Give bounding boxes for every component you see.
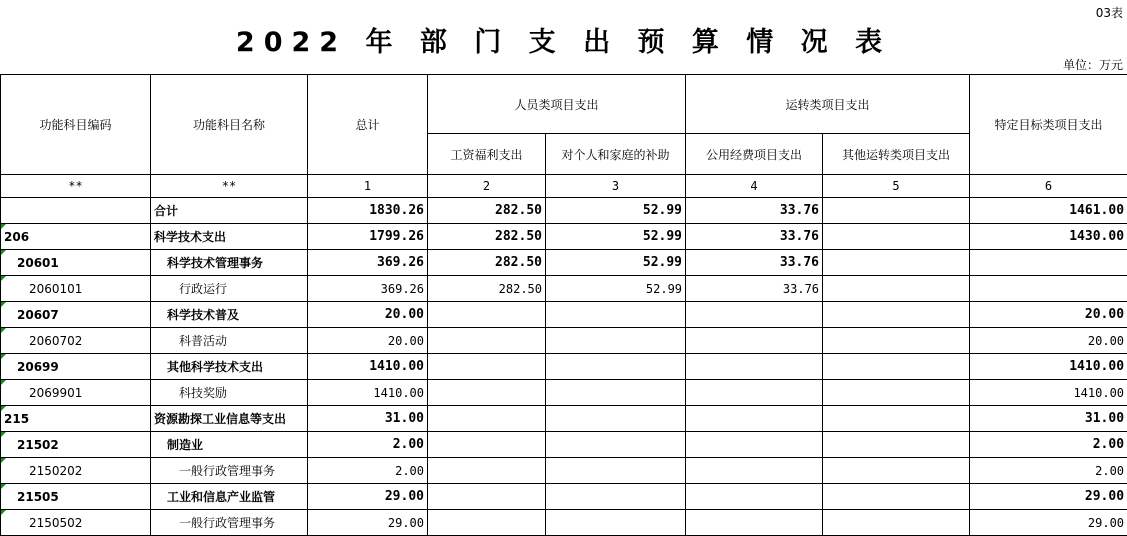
header-operating: 运转类项目支出	[686, 75, 970, 134]
salary-cell	[428, 302, 546, 328]
salary-cell	[428, 458, 546, 484]
salary-cell	[428, 406, 546, 432]
form-number: 03表	[1096, 4, 1123, 21]
other-cell	[823, 380, 970, 406]
specific-cell: 1410.00	[970, 380, 1127, 406]
name-cell: 一般行政管理事务	[151, 510, 308, 536]
salary-cell	[428, 432, 546, 458]
index-cell: 3	[546, 175, 686, 198]
table-row	[1, 354, 1127, 380]
subsidy-cell	[546, 432, 686, 458]
other-cell	[823, 198, 970, 224]
salary-cell	[428, 354, 546, 380]
other-cell	[823, 458, 970, 484]
code-cell: 20601	[1, 250, 151, 276]
header-other-operating: 其他运转类项目支出	[823, 134, 970, 175]
public-cell: 33.76	[686, 250, 823, 276]
specific-cell: 1461.00	[970, 198, 1127, 224]
other-cell	[823, 432, 970, 458]
code-cell: 2150502	[1, 510, 151, 536]
total-cell: 1410.00	[308, 380, 428, 406]
header-specific: 特定目标类项目支出	[970, 75, 1127, 175]
specific-cell: 20.00	[970, 328, 1127, 354]
other-cell	[823, 302, 970, 328]
total-cell: 20.00	[308, 328, 428, 354]
total-cell: 1410.00	[308, 354, 428, 380]
public-cell	[686, 328, 823, 354]
code-cell: 2069901	[1, 380, 151, 406]
salary-cell: 282.50	[428, 224, 546, 250]
table-row-total	[1, 198, 1127, 224]
header-name: 功能科目名称	[151, 75, 308, 175]
table-row	[1, 302, 1127, 328]
header-personnel: 人员类项目支出	[428, 75, 686, 134]
index-cell: **	[151, 175, 308, 198]
specific-cell: 29.00	[970, 510, 1127, 536]
salary-cell	[428, 328, 546, 354]
total-cell: 1799.26	[308, 224, 428, 250]
name-cell: 科普活动	[151, 328, 308, 354]
name-cell: 科技奖励	[151, 380, 308, 406]
subsidy-cell	[546, 354, 686, 380]
other-cell	[823, 354, 970, 380]
public-cell: 33.76	[686, 276, 823, 302]
other-cell	[823, 484, 970, 510]
specific-cell: 2.00	[970, 432, 1127, 458]
table-row	[1, 328, 1127, 354]
code-cell: 21502	[1, 432, 151, 458]
specific-cell: 1430.00	[970, 224, 1127, 250]
page-title: 2022 年 部 门 支 出 预 算 情 况 表	[0, 20, 1127, 59]
index-cell: 1	[308, 175, 428, 198]
code-cell	[1, 198, 151, 224]
code-cell: 2060101	[1, 276, 151, 302]
salary-cell: 282.50	[428, 250, 546, 276]
header-public: 公用经费项目支出	[686, 134, 823, 175]
name-cell: 其他科学技术支出	[151, 354, 308, 380]
public-cell	[686, 432, 823, 458]
other-cell	[823, 406, 970, 432]
header-code: 功能科目编码	[1, 75, 151, 175]
subsidy-cell	[546, 458, 686, 484]
public-cell	[686, 302, 823, 328]
index-row	[1, 175, 1127, 198]
public-cell	[686, 406, 823, 432]
name-cell: 科学技术普及	[151, 302, 308, 328]
index-cell: 4	[686, 175, 823, 198]
name-cell: 资源勘探工业信息等支出	[151, 406, 308, 432]
table-row	[1, 510, 1127, 536]
index-cell: 5	[823, 175, 970, 198]
name-cell: 行政运行	[151, 276, 308, 302]
salary-cell: 282.50	[428, 276, 546, 302]
total-cell: 20.00	[308, 302, 428, 328]
public-cell	[686, 484, 823, 510]
total-cell: 1830.26	[308, 198, 428, 224]
subsidy-cell	[546, 510, 686, 536]
header-salary: 工资福利支出	[428, 134, 546, 175]
index-cell: **	[1, 175, 151, 198]
total-cell: 369.26	[308, 276, 428, 302]
code-cell: 206	[1, 224, 151, 250]
subsidy-cell: 52.99	[546, 250, 686, 276]
index-cell: 2	[428, 175, 546, 198]
subsidy-cell	[546, 484, 686, 510]
name-cell: 合计	[151, 198, 308, 224]
name-cell: 制造业	[151, 432, 308, 458]
total-cell: 369.26	[308, 250, 428, 276]
budget-table	[0, 74, 1127, 536]
subsidy-cell	[546, 328, 686, 354]
public-cell: 33.76	[686, 198, 823, 224]
specific-cell: 31.00	[970, 406, 1127, 432]
specific-cell: 20.00	[970, 302, 1127, 328]
subsidy-cell	[546, 380, 686, 406]
subsidy-cell: 52.99	[546, 276, 686, 302]
table-row	[1, 406, 1127, 432]
other-cell	[823, 328, 970, 354]
public-cell	[686, 458, 823, 484]
public-cell	[686, 380, 823, 406]
header-subsidy: 对个人和家庭的补助	[546, 134, 686, 175]
total-cell: 29.00	[308, 510, 428, 536]
header-row-1	[1, 75, 1127, 134]
public-cell	[686, 510, 823, 536]
subsidy-cell	[546, 302, 686, 328]
salary-cell	[428, 380, 546, 406]
code-cell: 215	[1, 406, 151, 432]
table-row	[1, 224, 1127, 250]
table-row	[1, 432, 1127, 458]
specific-cell: 1410.00	[970, 354, 1127, 380]
subsidy-cell: 52.99	[546, 198, 686, 224]
specific-cell: 29.00	[970, 484, 1127, 510]
table-row	[1, 484, 1127, 510]
table-row	[1, 380, 1127, 406]
name-cell: 工业和信息产业监管	[151, 484, 308, 510]
subsidy-cell	[546, 406, 686, 432]
code-cell: 2150202	[1, 458, 151, 484]
total-cell: 29.00	[308, 484, 428, 510]
name-cell: 科学技术支出	[151, 224, 308, 250]
code-cell: 20607	[1, 302, 151, 328]
table-row	[1, 250, 1127, 276]
table-row	[1, 458, 1127, 484]
specific-cell	[970, 250, 1127, 276]
public-cell	[686, 354, 823, 380]
total-cell: 2.00	[308, 432, 428, 458]
table-row	[1, 276, 1127, 302]
other-cell	[823, 276, 970, 302]
header-total: 总计	[308, 75, 428, 175]
salary-cell	[428, 484, 546, 510]
total-cell: 31.00	[308, 406, 428, 432]
unit-label: 单位：万元	[1063, 56, 1123, 73]
salary-cell	[428, 510, 546, 536]
name-cell: 一般行政管理事务	[151, 458, 308, 484]
specific-cell: 2.00	[970, 458, 1127, 484]
code-cell: 21505	[1, 484, 151, 510]
index-cell: 6	[970, 175, 1127, 198]
total-cell: 2.00	[308, 458, 428, 484]
specific-cell	[970, 276, 1127, 302]
other-cell	[823, 510, 970, 536]
code-cell: 20699	[1, 354, 151, 380]
subsidy-cell: 52.99	[546, 224, 686, 250]
public-cell: 33.76	[686, 224, 823, 250]
name-cell: 科学技术管理事务	[151, 250, 308, 276]
other-cell	[823, 250, 970, 276]
code-cell: 2060702	[1, 328, 151, 354]
salary-cell: 282.50	[428, 198, 546, 224]
other-cell	[823, 224, 970, 250]
